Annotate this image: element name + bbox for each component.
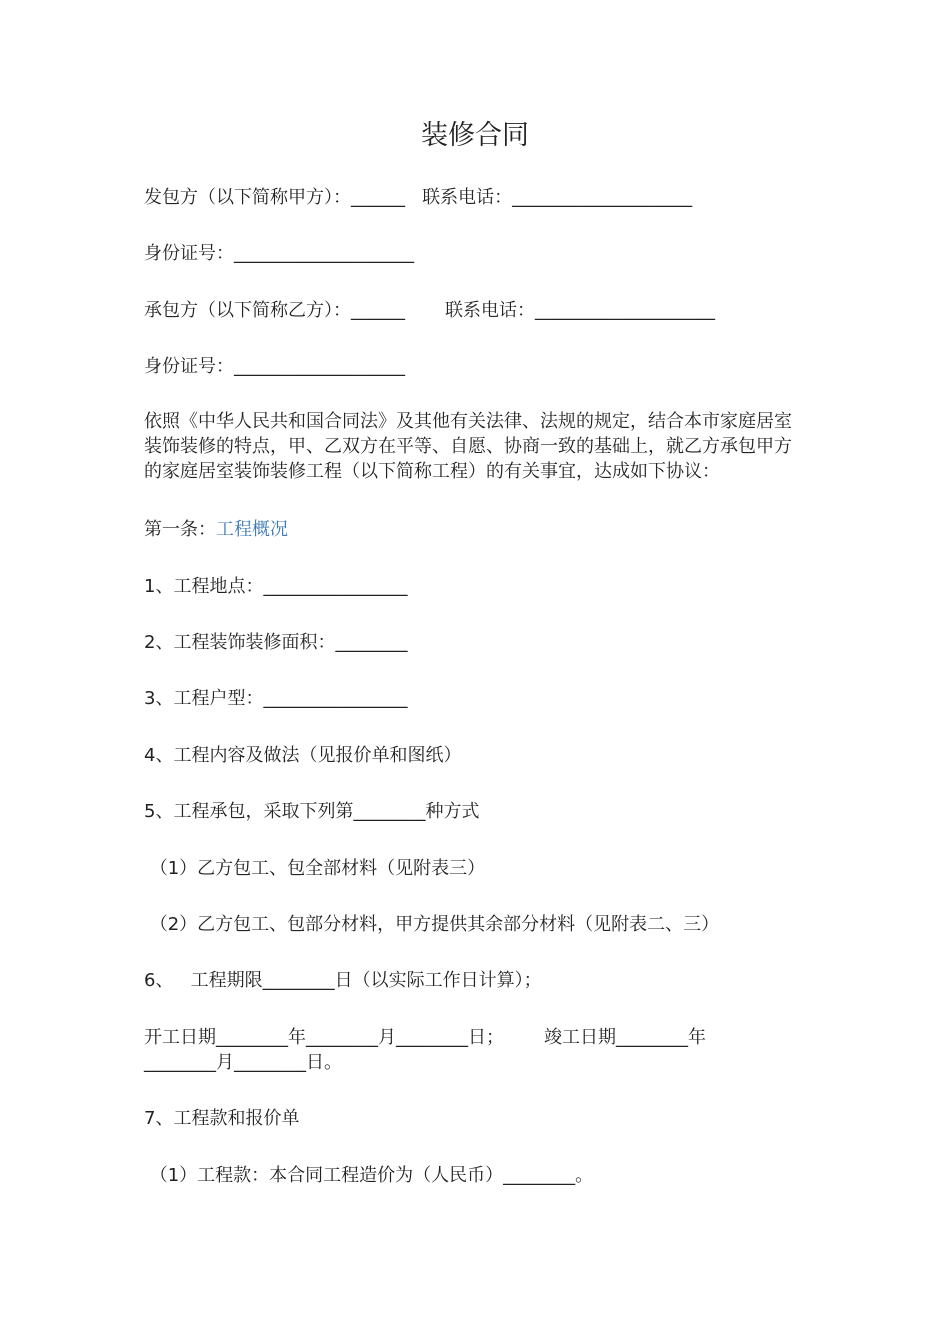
intro-paragraph: 依照《中华人民共和国合同法》及其他有关法律、法规的规定，结合本市家庭居室装饰装修的特点，甲、乙双方在平等、自愿、协商一致的基础上，就乙方承包甲方的家庭居室装饰装修工程（以下简称工程）的有关事宜，达成如下协议：	[144, 411, 792, 482]
item-5-option-1: （1）乙方包工、包全部材料（见附表三）	[144, 858, 486, 879]
party-a-line: 发包方（以下简称甲方）：______ 联系电话：____________________	[144, 187, 693, 208]
article-1-title-link[interactable]: 工程概况	[216, 519, 288, 540]
item-3-layout: 3、工程户型：________________	[144, 688, 408, 709]
party-b-line: 承包方（以下简称乙方）：______ 联系电话：____________________	[144, 300, 716, 321]
item-1-location: 1、工程地点：________________	[144, 576, 408, 597]
party-b-id-line: 身份证号：___________________	[144, 356, 405, 377]
item-5-option-2: （2）乙方包工、包部分材料，甲方提供其余部分材料（见附表二、三）	[144, 914, 720, 935]
party-a-id-line: 身份证号：____________________	[144, 243, 414, 264]
article-1-prefix: 第一条：	[144, 519, 216, 540]
document-title: 装修合同	[421, 120, 529, 151]
article-1-heading	[144, 517, 288, 543]
dates-line-2: ________月________日。	[144, 1052, 342, 1073]
item-7-option-1: （1）工程款：本合同工程造价为（人民币）________。	[144, 1165, 594, 1186]
dates-line-1: 开工日期________年________月________日； 竣工日期________年	[144, 1027, 707, 1048]
item-2-area: 2、工程装饰装修面积：________	[144, 632, 408, 653]
item-4-content: 4、工程内容及做法（见报价单和图纸）	[144, 745, 462, 766]
item-7-payment: 7、工程款和报价单	[144, 1108, 300, 1129]
item-6-duration: 6、 工程期限________日（以实际工作日计算）；	[144, 970, 542, 991]
item-5-contract-mode: 5、工程承包，采取下列第________种方式	[144, 801, 480, 822]
